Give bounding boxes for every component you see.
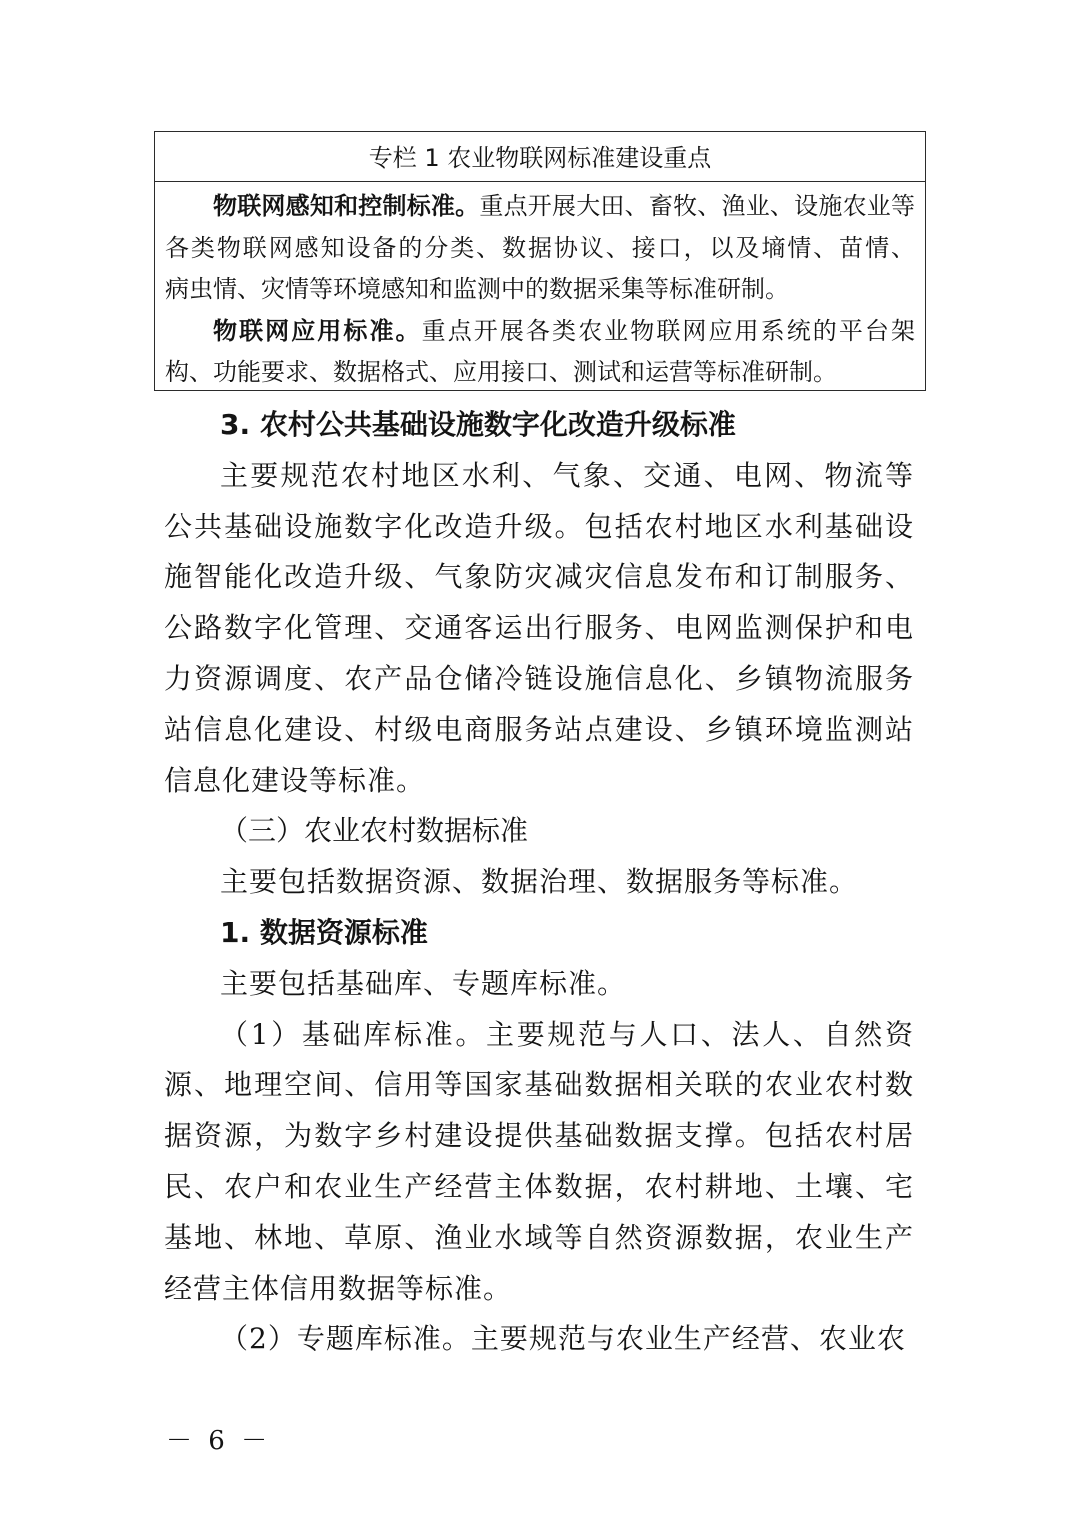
box-item-heading: 物联网应用标准。 [213, 316, 422, 345]
box-item-iot-sensing [165, 186, 915, 311]
box-item-heading: 物联网感知和控制标准。 [213, 192, 480, 220]
page-number: － 6 － [166, 1426, 272, 1456]
feature-box [154, 131, 926, 391]
heading-data-resource-standards: 1. 数据资源标准 [220, 915, 428, 949]
section-heading-data-standards: （三）农业农村数据标准 [220, 814, 529, 848]
paragraph: 主要包括数据资源、数据治理、数据服务等标准。 [220, 865, 859, 899]
paragraph: （2）专题库标准。主要规范与农业生产经营、农业农 [220, 1322, 906, 1356]
box-body [155, 182, 925, 394]
paragraph: （1）基础库标准。主要规范与人口、法人、自然资源、地理空间、信用等国家基础数据相关联的农业农村数据资源，为数字乡村建设提供基础数据支撑。包括农村居民、农户和农业生产经营主体数据，农村耕地、土壤、宅基地、林地、草原、渔业水域等自然资源数据，农业生产经营主体信用数据等标准。 [164, 1017, 914, 1305]
box-item-text-last-line: 病虫情、灾情等环境感知和监测中的数据采集等标准研制。 [165, 275, 789, 303]
document-body [164, 400, 914, 1365]
box-item-iot-application [165, 311, 915, 394]
paragraph: 主要规范农村地区水利、气象、交通、电网、物流等公共基础设施数字化改造升级。包括农村地区水利基础设施智能化改造升级、气象防灾减灾信息发布和订制服务、公路数字化管理、交通客运出行服务、电网监测保护和电力资源调度、农产品仓储冷链设施信息化、乡镇物流服务站信息化建设、村级电商服务站点建设、乡镇环境监测站信息化建设等标准。 [164, 458, 914, 797]
box-title: 专栏 1 农业物联网标准建设重点 [155, 132, 925, 182]
box-item-text: 重点开展大田、畜牧、渔业、设施农业等各类物联网感知设备的分类、数据协议、接口，以及墒情、苗情、 [165, 192, 916, 262]
box-item-text: 重点开展各类农业物联网应用系统的平台架 [421, 316, 916, 345]
heading-rural-infrastructure: 3. 农村公共基础设施数字化改造升级标准 [220, 408, 736, 441]
paragraph: 主要包括基础库、专题库标准。 [220, 966, 627, 1000]
box-item-text-last-line: 构、功能要求、数据格式、应用接口、测试和运营等标准研制。 [165, 358, 837, 386]
